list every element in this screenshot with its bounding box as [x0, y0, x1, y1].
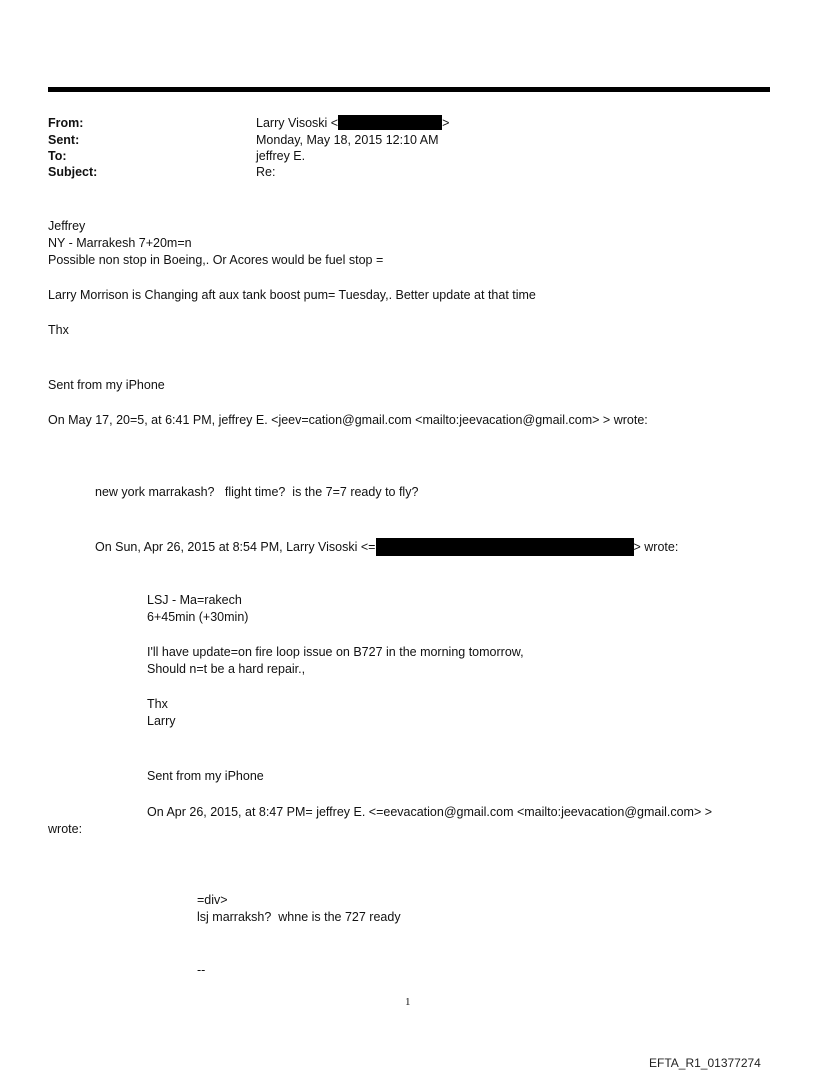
quoted-line: LSJ - Ma=rakech [147, 593, 242, 607]
subject-value: Re: [256, 165, 276, 179]
page-number: 1 [405, 996, 411, 1008]
to-label: To: [48, 149, 67, 163]
quoted-line: =div> [197, 893, 228, 907]
body-line: Possible non stop in Boeing,. Or Acores would be fuel stop = [48, 253, 384, 267]
from-value [256, 115, 449, 131]
from-label: From: [48, 116, 84, 130]
quote-attribution [95, 538, 678, 554]
redaction-box [376, 538, 634, 556]
attribution-text: On Sun, Apr 26, 2015 at 8:54 PM, Larry Visoski <= [95, 540, 376, 554]
body-line: Jeffrey [48, 219, 86, 233]
attribution-end: > wrote: [633, 540, 679, 554]
quoted-line: I'll have update=on fire loop issue on B727 in the morning tomorrow, [147, 645, 524, 659]
quote-attribution-wrap: wrote: [48, 822, 83, 836]
header-rule [48, 87, 770, 92]
signature-line: Sent from my iPhone [48, 378, 165, 392]
to-value: jeffrey E. [256, 149, 306, 163]
quoted-line: Larry [147, 714, 176, 728]
subject-label: Subject: [48, 165, 98, 179]
quoted-line: Thx [147, 697, 168, 711]
body-line: Thx [48, 323, 69, 337]
quoted-line: Should n=t be a hard repair., [147, 662, 306, 676]
redaction-box [338, 115, 442, 130]
footer-id: EFTA_R1_01377274 [649, 1056, 761, 1070]
quoted-line: 6+45min (+30min) [147, 610, 249, 624]
sent-label: Sent: [48, 133, 80, 147]
quoted-line: -- [197, 963, 206, 977]
body-line: Larry Morrison is Changing aft aux tank boost pum= Tuesday,. Better update at that time [48, 288, 536, 302]
sent-value: Monday, May 18, 2015 12:10 AM [256, 133, 439, 147]
from-close: > [442, 116, 450, 130]
body-line: NY - Marrakesh 7+20m=n [48, 236, 192, 250]
quoted-line: new york marrakash? flight time? is the 7=7 ready to fly? [95, 485, 419, 499]
quote-attribution: On May 17, 20=5, at 6:41 PM, jeffrey E. <jeev=cation@gmail.com <mailto:jeevacation@gmail.com> > wrote: [48, 413, 648, 427]
from-name: Larry Visoski < [256, 116, 339, 130]
quoted-line: lsj marraksh? whne is the 727 ready [197, 910, 401, 924]
quote-attribution: On Apr 26, 2015, at 8:47 PM= jeffrey E. <=eevacation@gmail.com <mailto:jeevacation@gmail.com> > [147, 805, 713, 819]
signature-line: Sent from my iPhone [147, 769, 264, 783]
